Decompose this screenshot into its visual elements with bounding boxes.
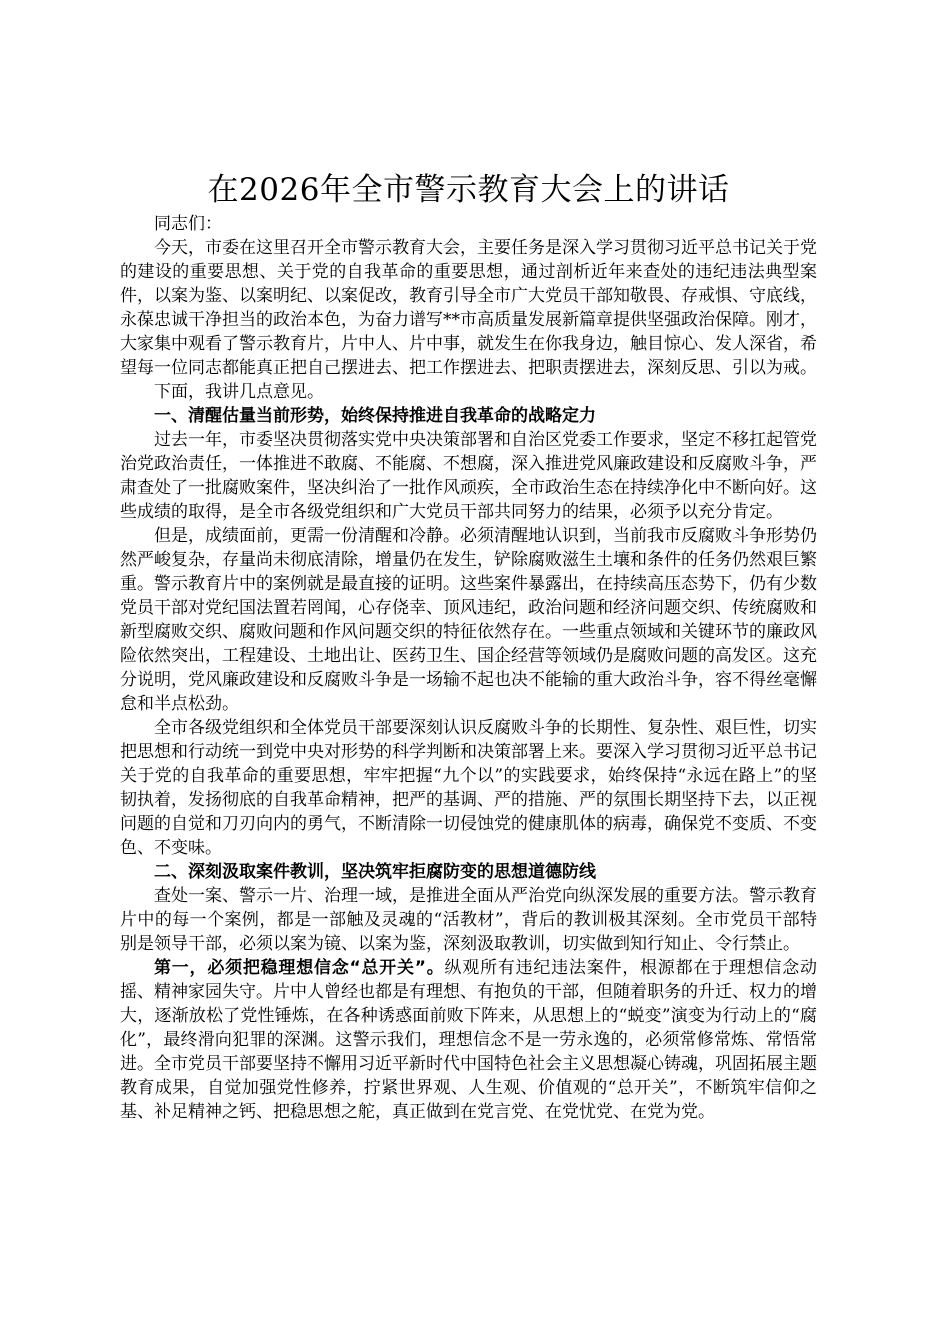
section2-paragraph-2-lead: 第一，必须把稳理想信念“总开关”。 <box>154 958 445 978</box>
document-body <box>120 170 817 1124</box>
section2-paragraph-2 <box>120 956 817 1124</box>
section-heading-2: 二、深刻汲取案件教训，坚决筑牢拒腐防变的思想道德防线 <box>154 862 596 882</box>
intro-paragraph: 今天，市委在这里召开全市警示教育大会，主要任务是深入学习贯彻习近平总书记关于党的建设的重要思想、关于党的自我革命的重要思想，通过剖析近年来查处的违纪违法典型案件，以案为鉴、以案明纪、以案促改，教育引导全市广大党员干部知敬畏、存戒惧、守底线，永葆忠诚干净担当的政治本色，为奋力谱写**市高质量发展新篇章提供坚强政治保障。刚才，大家集中观看了警示教育片，片中人、片中事，就发生在你我身边，触目惊心、发人深省，希望每一位同志都能真正把自己摆进去、把工作摆进去、把职责摆进去，深刻反思、引以为戒。 <box>120 238 817 378</box>
document-title: 在2026年全市警示教育大会上的讲话 <box>207 172 730 208</box>
section-heading-1: 一、清醒估量当前形势，始终保持推进自我革命的战略定力 <box>154 406 596 426</box>
transition-paragraph: 下面，我讲几点意见。 <box>154 382 324 402</box>
salutation: 同志们： <box>154 214 222 234</box>
section2-paragraph-1: 查处一案、警示一片、治理一域，是推进全面从严治党向纵深发展的重要方法。警示教育片中的每一个案例，都是一部触及灵魂的“活教材”，背后的教训极其深刻。全市党员干部特别是领导干部，必须以案为镜、以案为鉴，深刻汲取教训，切实做到知行知止、令行禁止。 <box>120 886 817 954</box>
section1-paragraph-2: 但是，成绩面前，更需一份清醒和冷静。必须清醒地认识到，当前我市反腐败斗争形势仍然严峻复杂，存量尚未彻底清除，增量仍在发生，铲除腐败滋生土壤和条件的任务仍然艰巨繁重。警示教育片中的案例就是最直接的证明。这些案件暴露出，在持续高压态势下，仍有少数党员干部对党纪国法置若罔闻，心存侥幸、顶风违纪，政治问题和经济问题交织、传统腐败和新型腐败交织、腐败问题和作风问题交织的特征依然存在。一些重点领域和关键环节的廉政风险依然突出，工程建设、土地出让、医药卫生、国企经营等领域仍是腐败问题的高发区。这充分说明，党风廉政建设和反腐败斗争是一场输不起也决不能输的重大政治斗争，容不得丝毫懈怠和半点松劲。 <box>120 526 817 714</box>
section1-paragraph-3: 全市各级党组织和全体党员干部要深刻认识反腐败斗争的长期性、复杂性、艰巨性，切实把思想和行动统一到党中央对形势的科学判断和决策部署上来。要深入学习贯彻习近平总书记关于党的自我革命的重要思想，牢牢把握“九个以”的实践要求，始终保持“永远在路上”的坚韧执着，发扬彻底的自我革命精神，把严的基调、严的措施、严的氛围长期坚持下去，以正视问题的自觉和刀刃向内的勇气，不断清除一切侵蚀党的健康肌体的病毒，确保党不变质、不变色、不变味。 <box>120 718 817 858</box>
section1-paragraph-1: 过去一年，市委坚决贯彻落实党中央决策部署和自治区党委工作要求，坚定不移扛起管党治党政治责任，一体推进不敢腐、不能腐、不想腐，深入推进党风廉政建设和反腐败斗争，严肃查处了一批腐败案件，坚决纠治了一批作风顽疾，全市政治生态在持续净化中不断向好。这些成绩的取得，是全市各级党组织和广大党员干部共同努力的结果，必须予以充分肯定。 <box>120 430 817 522</box>
section2-paragraph-2-body: 纵观所有违纪违法案件，根源都在于理想信念动摇、精神家园失守。片中人曾经也都是有理想、有抱负的干部，但随着职务的升迁、权力的增大，逐渐放松了党性锤炼，在各种诱惑面前败下阵来，从思想上的“蜕变”演变为行动上的“腐化”，最终滑向犯罪的深渊。这警示我们，理想信念不是一劳永逸的，必须常修常炼、常悟常进。全市党员干部要坚持不懈用习近平新时代中国特色社会主义思想凝心铸魂，巩固拓展主题教育成果，自觉加强党性修养，拧紧世界观、人生观、价值观的“总开关”，不断筑牢信仰之基、补足精神之钙、把稳思想之舵，真正做到在党言党、在党忧党、在党为党。 <box>120 958 817 1122</box>
